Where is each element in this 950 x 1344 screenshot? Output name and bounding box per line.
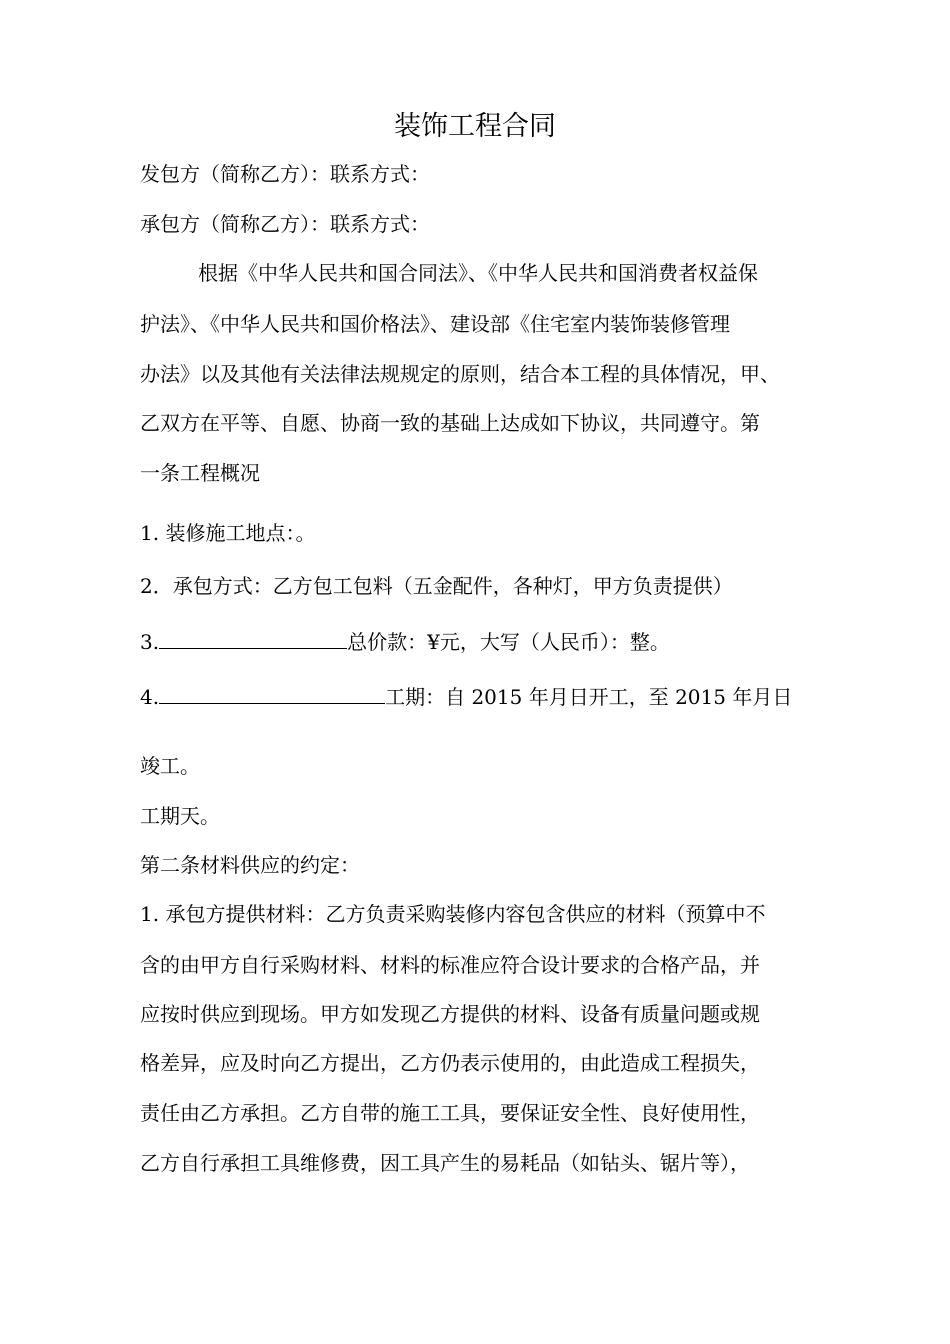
- party-a-line: 发包方（简称乙方）：联系方式：: [140, 162, 430, 186]
- item-3-blank: [159, 626, 347, 649]
- preamble-line-1: 根据《中华人民共和国合同法》、《中华人民共和国消费者权益保: [198, 261, 758, 285]
- preamble-line-5: 一条工程概况: [140, 461, 260, 485]
- article-2-line-2: 含的由甲方自行采购材料、材料的标准应符合设计要求的合格产品，并: [140, 953, 760, 977]
- contract-title: 装饰工程合同: [394, 111, 556, 142]
- completion-line: 竣工。: [140, 754, 200, 778]
- party-b-line: 承包方（简称乙方）：联系方式：: [140, 212, 430, 236]
- article-2-line-1: 1. 承包方提供材料：乙方负责采购装修内容包含供应的材料（预算中不: [140, 902, 766, 926]
- article-2-line-6: 乙方自行承担工具维修费，因工具产生的易耗品（如钻头、锯片等），: [140, 1151, 750, 1175]
- item-3-number: 3.: [140, 630, 160, 654]
- preamble-line-4: 乙双方在平等、自愿、协商一致的基础上达成如下协议，共同遵守。第: [140, 411, 760, 435]
- item-4-schedule: [140, 681, 792, 711]
- article-2-heading: 第二条材料供应的约定：: [140, 853, 360, 877]
- preamble-line-2: 护法》、《中华人民共和国价格法》、建设部《住宅室内装饰装修管理: [140, 312, 730, 336]
- duration-line: 工期天。: [140, 804, 220, 828]
- item-1-location: 1. 装修施工地点：。: [140, 521, 316, 545]
- item-4-blank: [159, 681, 385, 704]
- preamble-line-3: 办法》以及其他有关法律法规规定的原则，结合本工程的具体情况，甲、: [140, 362, 780, 386]
- article-2-line-3: 应按时供应到现场。甲方如发现乙方提供的材料、设备有质量问题或规: [140, 1002, 760, 1026]
- item-2-contract-mode: 2．承包方式：乙方包工包料（五金配件，各种灯，甲方负责提供）: [140, 574, 733, 598]
- article-2-line-4: 格差异，应及时向乙方提出，乙方仍表示使用的，由此造成工程损失，: [140, 1051, 760, 1075]
- article-2-line-5: 责任由乙方承担。乙方自带的施工工具，要保证安全性、良好使用性，: [140, 1101, 760, 1125]
- item-4-text: 工期：自 2015 年月日开工，至 2015 年月日: [385, 685, 793, 709]
- item-4-number: 4.: [140, 685, 160, 709]
- item-3-text: 总价款：¥元，大写（人民币）：整。: [347, 630, 670, 654]
- item-3-total-price: [140, 626, 670, 656]
